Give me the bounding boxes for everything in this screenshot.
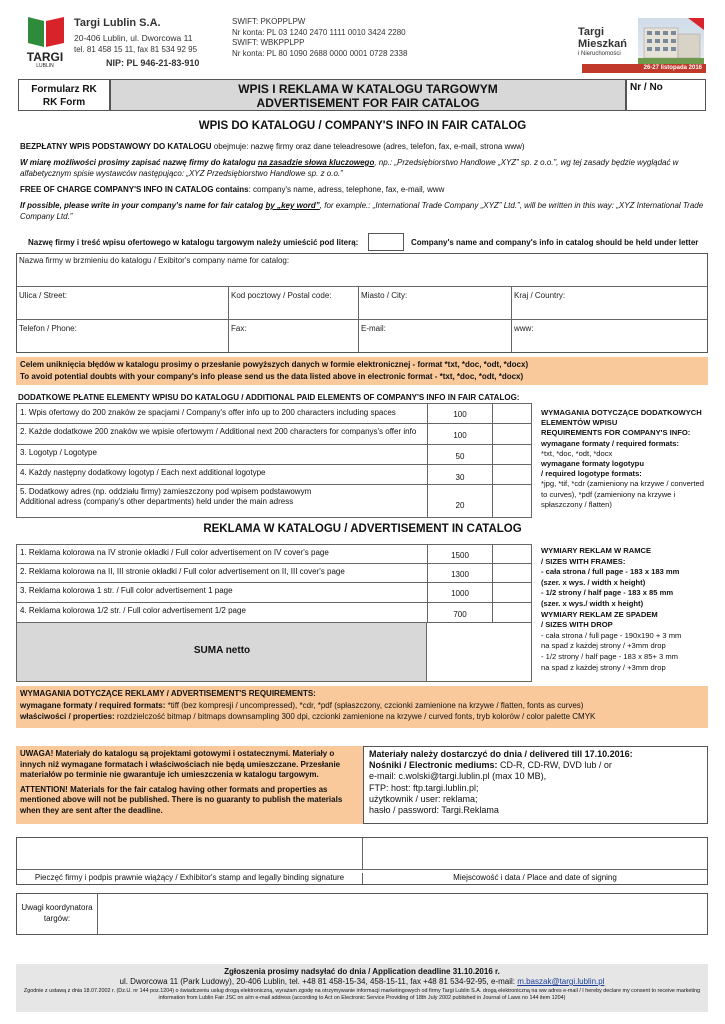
requirement-line: *txt, *doc, *odt, *docx	[541, 448, 613, 458]
footer-legal: Zgodnie z ustawą z dnia 18.07.2002 r. (Dz.U. nr 144 poz.1204) o świadczeniu usług drogą elektroniczną, wyrażam zgodę na otrzymywanie informacji marketingowych od firmy Targi Lublin S.A. drogą elektroniczną na ww adres e-mail / I hereby declare my consent to receive marketing information from Lublin Fair JSC on a/m e-mail address (according to Act on Electronic Service Providing of 18th July 2002 published in Journal of Laws no 144 item 1204)	[23, 988, 701, 1001]
letter-label-pl: Nazwę firmy i treść wpisu ofertowego w katalogu targowym należy umieścić pod literą:	[28, 238, 359, 247]
signature-table	[16, 837, 708, 885]
form-id-box: Formularz RK RK Form	[18, 79, 110, 111]
ad-row-2-text: 2. Reklama kolorowa na II, III stronie okładki / Full color advertisement on II, III cover's page	[20, 567, 345, 576]
ad-row-3-price: 1000	[427, 583, 493, 603]
fax-field[interactable]	[229, 320, 359, 352]
ad-row-2-price: 1300	[427, 564, 493, 583]
ad-table	[16, 544, 532, 682]
ad-row-1	[17, 545, 531, 564]
requirement-line: wymagane formaty logotypu	[541, 459, 644, 469]
form-number-box[interactable]	[626, 79, 706, 111]
requirement-line: / required logotype formats:	[541, 469, 642, 479]
size-line: - cała strona / full page - 183 x 183 mm	[541, 567, 680, 577]
company-name-field[interactable]	[17, 254, 707, 287]
company-fields	[16, 253, 708, 353]
paid-row-1	[17, 404, 531, 424]
free-entry-en: FREE OF CHARGE COMPANY'S INFO IN CATALOG contains: company's name, adress, telephone, fax, e-mail, www	[20, 185, 445, 194]
size-line: WYMIARY REKLAM ZE SPADEM	[541, 609, 658, 619]
size-line: na spad z każdej strony / +3mm drop	[541, 662, 666, 672]
free-entry-pl: BEZPŁATNY WPIS PODSTAWOWY DO KATALOGU obejmuje: nazwę firmy oraz dane teleadresowe (adres, telefon, fax, e-mail, strona www)	[20, 142, 525, 151]
size-line: (szer. x wys. / width x height)	[541, 577, 646, 587]
ad-row-1-text: 1. Reklama kolorowa na IV stronie okładki / Full color advertisement on IV cover's page	[20, 548, 329, 557]
requirement-line: WYMAGANIA DOTYCZĄCE DODATKOWYCH ELEMENTÓW WPISU	[541, 408, 702, 428]
requirement-line: REQUIREMENTS FOR COMPANY'S INFO:	[541, 428, 691, 438]
paid-row-5-price: 20	[427, 485, 493, 517]
building-image	[638, 18, 704, 64]
paid-row-3-price: 50	[427, 445, 493, 465]
section1-intro	[20, 141, 708, 222]
size-line: / SIZES WITH DROP	[541, 620, 613, 630]
www-field[interactable]	[512, 320, 707, 352]
country-label: Kraj / Country:	[514, 291, 566, 300]
paid-row-1-price: 100	[427, 404, 493, 424]
paid-row-4-price: 30	[427, 465, 493, 485]
city-field[interactable]	[359, 287, 512, 320]
size-line: - 1/2 strony / half page - 183 x 85 mm	[541, 588, 674, 598]
requirement-line: *jpg, *tif, *cdr (zamieniony na krzywe / converted to curves), *pdf (zamieniony na krzywe i spłaszczony / flatten)	[541, 479, 704, 509]
paid-row-2-price: 100	[427, 424, 493, 445]
email-label: E-mail:	[361, 324, 386, 333]
keyword-note-en: If possible, please write in your company's name for fair catalog by „key word”, for example.: „International Trade Company „XYZ” Ltd.”, will be written in this way: „XYZ International Trade Company Ltd.”	[20, 201, 704, 221]
fair-dates: 26-27 listopada 2016	[582, 64, 706, 73]
ad-row-3-text: 3. Reklama kolorowa 1 str. / Full color advertisement 1 page	[20, 586, 233, 595]
company-name-label: Nazwa firmy w brzmieniu do katalogu / Exibitor's company name for catalog:	[19, 256, 290, 265]
size-line: - 1/2 strony / half page - 183 x 85+ 3 mm	[541, 651, 678, 661]
ad-row-4	[17, 603, 531, 623]
paid-row-4	[17, 465, 531, 485]
size-line: / SIZES WITH FRAMES:	[541, 556, 626, 566]
www-label: www:	[514, 324, 534, 333]
remarks-label: Uwagi koordynatora targów:	[21, 903, 93, 923]
paid-row-2	[17, 424, 531, 445]
footer-address: ul. Dworcowa 11 (Park Ludowy), 20-406 Lublin, tel. +48 81 458-15-34, 458-15-11, fax +48 81 534-92-95, e-mail: m.baszak@targi.lublin.pl	[119, 977, 605, 986]
suma-value[interactable]	[427, 623, 531, 681]
paid-row-3	[17, 445, 531, 465]
form-title-box: WPIS I REKLAMA W KATALOGU TARGOWYM ADVERTISEMENT FOR FAIR CATALOG	[110, 79, 626, 111]
suma-label: SUMA netto	[193, 645, 251, 656]
requirement-line: wymagane formaty / required formats:	[541, 438, 679, 448]
paid-elements-table	[16, 403, 532, 518]
street-label: Ulica / Street:	[19, 291, 68, 300]
size-line: (szer. x wys./ width x height)	[541, 598, 644, 608]
paid-elements-title: DODATKOWE PŁATNE ELEMENTY WPISU DO KATALOGU / ADDITIONAL PAID ELEMENTS OF COMPANY'S INFO IN FAIR CATALOG:	[18, 393, 520, 402]
warning-box: UWAGA! Materiały do katalogu są projektami gotowymi i ostatecznymi. Materiały o innych niż wymagane formatach i właściwościach nie będą umieszczane. Przesłanie materiałów po terminie nie gwarantuje ich umieszczenia w katalogu targowym. ATTENTION! Materials for the fair catalog having other formats and properties as mentioned above will not be published. There is no guaranty to publish the materials when they are sent after the deadline.	[16, 746, 363, 824]
ad-row-4-text: 4. Reklama kolorowa 1/2 str. / Full color advertisement 1/2 page	[20, 606, 246, 615]
company-nip: NIP: PL 946-21-83-910	[106, 58, 200, 68]
remarks-table	[16, 893, 708, 935]
size-line: na spad z każdej strony / +3mm drop	[541, 641, 666, 651]
paid-row-5	[17, 485, 531, 517]
street-field[interactable]	[17, 287, 229, 320]
footer	[16, 964, 708, 1012]
nr-label: Nr / No	[630, 82, 663, 93]
ad-row-1-price: 1500	[427, 545, 493, 564]
ad-row-3	[17, 583, 531, 603]
country-field[interactable]	[512, 287, 707, 320]
paid-row-5-text: 5. Dodatkowy adres (np. oddziału firmy) zamieszczony pod wpisem podstawowym Additional adress (company's other departments) held under the main adress	[20, 487, 312, 506]
ad-row-4-price: 700	[427, 603, 493, 623]
email-field[interactable]	[359, 320, 512, 352]
paid-row-2-text: 2. Każde dodatkowe 200 znaków we wpisie ofertowym / Additional next 200 characters for companys's offer info	[20, 427, 417, 436]
stamp-area[interactable]	[17, 838, 363, 870]
electronic-format-note: Celem uniknięcia błędów w katalogu prosimy o przesłanie powyższych danych w formie elektronicznej - format *txt, *doc, *odt, *docx) To avoid potential doubts with your company's info please send us the data listed above in electronic format - *txt, *doc, *odt, *docx)	[16, 357, 708, 385]
suma-row	[17, 623, 427, 681]
size-line: - cała strona / full page - 190x190 + 3 mm	[541, 630, 682, 640]
footer-deadline: Zgłoszenia prosimy nadsyłać do dnia / Application deadline 31.10.2016 r.	[224, 967, 500, 976]
stamp-label: Pieczęć firmy i podpis prawnie wiążący / Exhibitor's stamp and legally binding signature	[17, 873, 363, 884]
ad-row-2	[17, 564, 531, 583]
fair-logo: Targi Mieszkań i Nieruchomości 26-27 listopada 2016	[576, 16, 706, 72]
phone-field[interactable]	[17, 320, 229, 352]
keyword-note-pl: W miarę możliwości prosimy zapisać nazwę firmy do katalogu na zasadzie słowa kluczowego, np.: „Przedsiębiorstwo Handlowe „XYZ” sp. z o.o.”, wg tej zasady będzie wyglądać w alfabetycznym spisie wystawców następująco: „XYZ Przedsiębiorstwo Handlowe sp. z o.o.”	[20, 158, 679, 178]
place-date-label: Miejscowość i data / Place and date of signing	[453, 873, 617, 882]
city-label: Miasto / City:	[361, 291, 408, 300]
letter-label-en: Company's name and company's info in catalog should be held under letter	[411, 238, 699, 247]
fax-label: Fax:	[231, 324, 247, 333]
company-address: 20-406 Lublin, ul. Dworcowa 11	[74, 33, 193, 43]
letter-input[interactable]	[368, 233, 404, 251]
company-name: Targi Lublin S.A.	[74, 17, 161, 29]
paid-row-4-text: 4. Każdy następny dodatkowy logotyp / Each next additional logotype	[20, 468, 266, 477]
targi-lublin-logo: TARGI LUBLIN	[22, 15, 68, 65]
paid-requirements	[541, 408, 709, 510]
postal-field[interactable]	[229, 287, 359, 320]
delivery-box: Materiały należy dostarczyć do dnia / delivered till 17.10.2016: Nośniki / Electronic mediums: CD-R, CD-RW, DVD lub / or e-mail: c.wolski@targi.lublin.pl (max 10 MB), FTP: host: ftp.targi.lublin.pl; użytkownik / user: reklama; hasło / password: Targi.Reklama	[363, 746, 708, 824]
header	[0, 0, 725, 74]
paid-row-1-text: 1. Wpis ofertowy do 200 znaków ze spacjami / Company's offer info up to 200 characters including spaces	[20, 408, 396, 417]
ad-requirements: WYMAGANIA DOTYCZĄCE REKLAMY / ADVERTISEMENT'S REQUIREMENTS: wymagane formaty / required formats: *tiff (bez kompresji / uncompressed), *cdr, *pdf (spłaszczony, czcionki zamienione na krzywe / flatten, fonts as curves) właściwości / properties: rozdzielczość bitmap / bitmaps downsampling 300 dpi, czcionki zamienione na krzywe / curved fonts, tryb kolorów / color palette CMYK	[16, 686, 708, 728]
company-phones: tel. 81 458 15 11, fax 81 534 92 95	[74, 45, 198, 54]
postal-label: Kod pocztowy / Postal code:	[231, 291, 332, 300]
place-date-area[interactable]	[363, 838, 707, 870]
section1-title: WPIS DO KATALOGU / COMPANY'S INFO IN FAIR CATALOG	[198, 120, 527, 132]
ad-sizes	[541, 546, 709, 673]
size-line: WYMIARY REKLAM W RAMCE	[541, 546, 652, 555]
footer-email-link[interactable]: m.baszak@targi.lublin.pl	[517, 977, 605, 986]
section2-title: REKLAMA W KATALOGU / ADVERTISEMENT IN CATALOG	[203, 523, 522, 535]
bank-info: SWIFT: PKOPPLPW Nr konta: PL 03 1240 2470 1111 0010 3424 2280 SWIFT: WBKPPLPP Nr konta: PL 80 1090 2688 0000 0001 0728 2338	[232, 17, 408, 58]
phone-label: Telefon / Phone:	[19, 324, 77, 333]
remarks-area[interactable]	[97, 894, 707, 934]
paid-row-3-text: 3. Logotyp / Logotype	[20, 448, 97, 457]
